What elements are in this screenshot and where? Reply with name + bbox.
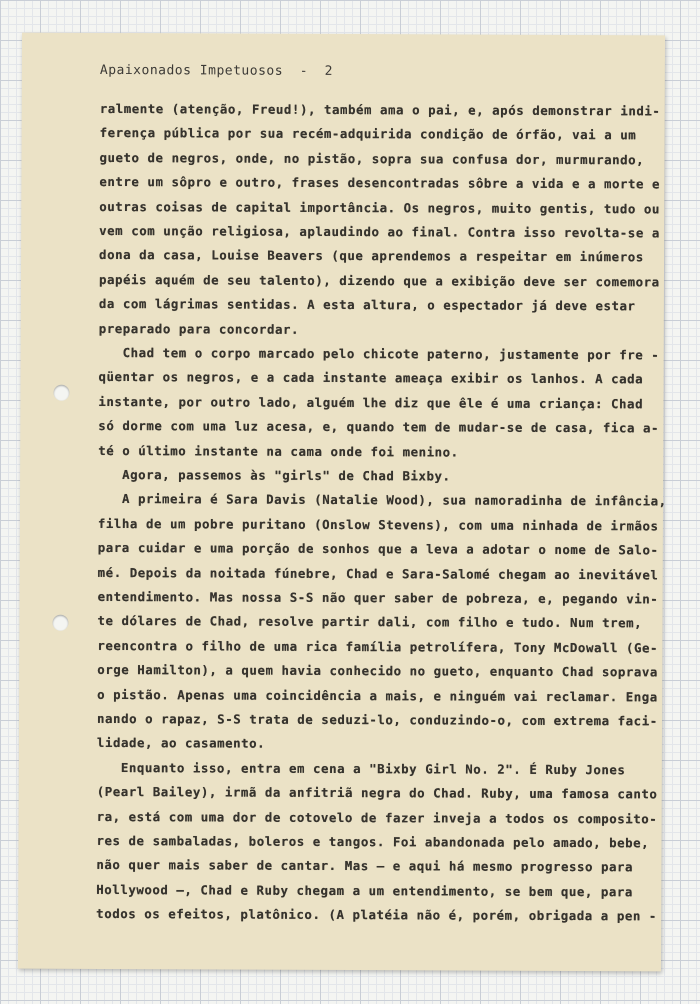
text-line: mé. Depois da noitada fúnebre, Chad e Sara-Salomé chegam ao inevitável xyxy=(97,564,659,582)
text-line: vem com unção religiosa, aplaudindo ao final. Contra isso revolta-se a xyxy=(99,222,660,241)
text-line: papéis aquém de seu talento), dizendo que a exibição deve ser comemora xyxy=(98,271,660,290)
text-line: (Pearl Bailey), irmã da anfitriã negra do Chad. Ruby, uma famosa canto xyxy=(96,784,658,802)
text-line: todos os efeitos, platônico. (A platéia não é, porém, obrigada a pen - xyxy=(96,906,657,924)
text-line: Hollywood —, Chad e Ruby chegam a um entendimento, se bem que, para xyxy=(96,881,633,900)
text-line: instante, por outro lado, alguém lhe diz que êle é uma criança: Chad xyxy=(98,393,644,412)
text-line: entre um sôpro e outro, frases desencontradas sôbre a vida e a morte e xyxy=(99,174,661,192)
text-line: entendimento. Mas nossa S-S não quer saber de pobreza, e, pegando vin- xyxy=(97,588,659,607)
text-line: filha de um pobre puritano (Onslow Stevens), com uma ninhada de irmãos xyxy=(97,515,659,534)
typewritten-page xyxy=(18,33,665,972)
text-line: da com lágrimas sentidas. A esta altura, o espectador já deve estar xyxy=(98,296,636,314)
binder-hole xyxy=(52,615,68,631)
text-line: te dólares de Chad, resolve partir dali, com filho e tudo. Num trem, xyxy=(97,613,643,631)
text-line: Chad tem o corpo marcado pelo chicote paterno, justamente por fre - xyxy=(122,345,660,363)
text-line: nando o rapaz, S-S trata de seduzi-lo, conduzindo-o, com extrema faci- xyxy=(97,710,658,729)
text-line: té o último instante na cama onde foi menino. xyxy=(98,442,459,460)
text-line: outras coisas de capital importância. Os negros, muito gentis, tudo ou xyxy=(99,198,661,216)
text-line: só dorme com uma luz acesa, e, quando tem de mudar-se de casa, fica a- xyxy=(98,418,660,436)
text-line: dona da casa, Louise Beavers (que aprendemos a respeitar em inúmeros xyxy=(99,247,644,265)
text-line: res de sambaladas, boleros e tangos. Foi abandonada pelo amado, bebe, xyxy=(96,832,650,851)
text-line: ra, está com uma dor de cotovelo de fazer inveja a todos os composito- xyxy=(96,808,658,826)
text-line: A primeira é Sara Davis (Natalie Wood), sua namoradinha de infância, xyxy=(121,491,667,509)
text-line: ralmente (atenção, Freud!), também ama o pai, e, após demonstrar indi- xyxy=(99,100,661,119)
body-text xyxy=(22,100,667,924)
text-line: ferença pública por sua recém-adquirida condição de órfão, vai a um xyxy=(99,125,637,143)
text-line: qüentar os negros, e a cada instante ameaça exibir os lanhos. A cada xyxy=(98,369,644,387)
text-line: não quer mais saber de cantar. Mas — e aqui há mesmo progresso para xyxy=(96,857,634,875)
text-line: orge Hamilton), a quem havia conhecido no gueto, enquanto Chad soprava xyxy=(97,662,658,680)
binder-hole xyxy=(53,385,69,401)
text-line: para cuidar e uma porção de sonhos que a leva a adotar o nome de Salo- xyxy=(97,540,659,558)
text-line: reencontra o filho de uma rica família petrolífera, Tony McDowall (Ge- xyxy=(97,637,659,656)
text-line: preparado para concordar. xyxy=(98,320,300,337)
text-line: Enquanto isso, entra em cena a "Bixby Girl No. 2". É Ruby Jones xyxy=(120,759,626,778)
text-line: gueto de negros, onde, no pistão, sopra sua confusa dor, murmurando, xyxy=(99,149,645,168)
page-header: Apaixonados Impetuosos - 2 xyxy=(99,62,334,79)
text-line: Agora, passemos às "girls" de Chad Bixby. xyxy=(122,467,451,484)
text-line: o pistão. Apenas uma coincidência a mais, e ninguém vai reclamar. Enga xyxy=(97,686,658,704)
text-line: lidade, ao casamento. xyxy=(96,735,266,752)
